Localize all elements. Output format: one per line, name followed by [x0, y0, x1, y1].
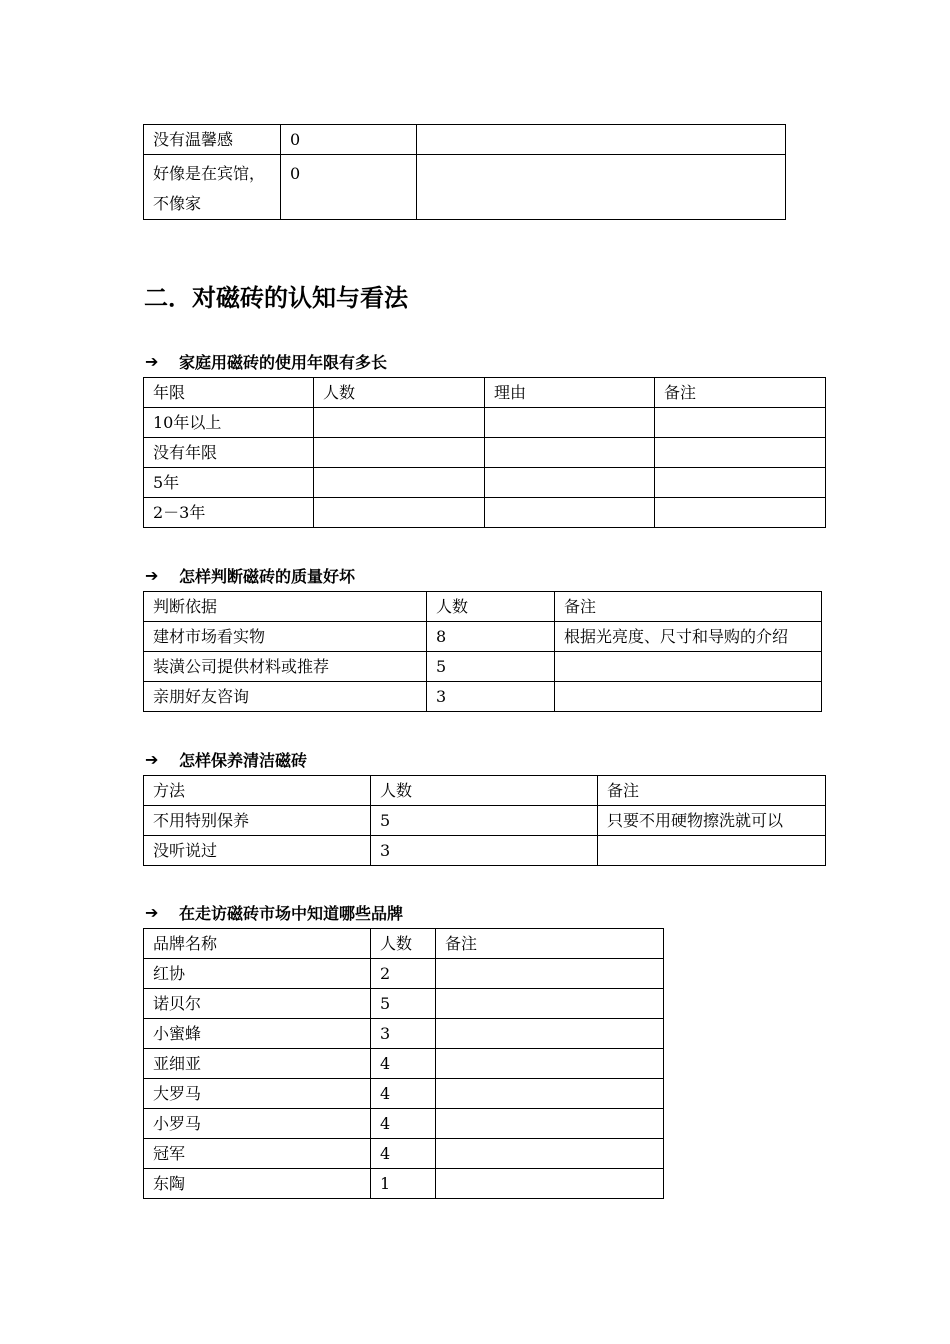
column-header: 人数 — [314, 378, 485, 408]
table-cell: 不用特别保养 — [144, 806, 371, 836]
arrow-icon: ➔ — [145, 566, 159, 585]
table-row — [144, 1049, 664, 1079]
table-cell: 5 — [371, 806, 598, 836]
table-cell: 3 — [371, 1019, 436, 1049]
table-row — [144, 959, 664, 989]
table-cell: 冠军 — [144, 1139, 371, 1169]
table-cell: 4 — [371, 1049, 436, 1079]
table-cell — [485, 468, 655, 498]
table-row — [144, 652, 822, 682]
column-header: 备注 — [598, 776, 826, 806]
table-cell: 小蜜蜂 — [144, 1019, 371, 1049]
question-heading — [145, 748, 307, 771]
brands-table — [143, 928, 664, 1199]
table-row — [144, 498, 826, 528]
table-cell — [655, 408, 826, 438]
table-cell — [655, 468, 826, 498]
arrow-icon: ➔ — [145, 903, 159, 922]
table-cell — [314, 408, 485, 438]
table-cell — [436, 989, 664, 1019]
table-cell: 没听说过 — [144, 836, 371, 866]
table-row — [144, 836, 826, 866]
table-cell: 只要不用硬物擦洗就可以 — [598, 806, 826, 836]
table-cell: 小罗马 — [144, 1109, 371, 1139]
table-cell — [485, 408, 655, 438]
column-header: 判断依据 — [144, 592, 427, 622]
table-cell: 0 — [281, 155, 417, 220]
table-row — [144, 468, 826, 498]
column-header: 备注 — [436, 929, 664, 959]
table-cell: 1 — [371, 1169, 436, 1199]
table-cell: 没有年限 — [144, 438, 314, 468]
table-row — [144, 1109, 664, 1139]
column-header: 人数 — [427, 592, 555, 622]
table-cell: 诺贝尔 — [144, 989, 371, 1019]
table-cell: 2 — [371, 959, 436, 989]
table-cell: 3 — [427, 682, 555, 712]
table-row — [144, 438, 826, 468]
table-row — [144, 989, 664, 1019]
table-cell: 4 — [371, 1139, 436, 1169]
table-row — [144, 1079, 664, 1109]
table-cell: 大罗马 — [144, 1079, 371, 1109]
table-cell: 亲朋好友咨询 — [144, 682, 427, 712]
table-cell: 4 — [371, 1079, 436, 1109]
table-cell — [485, 498, 655, 528]
table-cell: 5 — [427, 652, 555, 682]
column-header: 年限 — [144, 378, 314, 408]
table-cell: 4 — [371, 1109, 436, 1139]
table-cell: 0 — [281, 125, 417, 155]
table-row — [144, 1169, 664, 1199]
table-row — [144, 682, 822, 712]
column-header: 人数 — [371, 929, 436, 959]
maintenance-table — [143, 775, 826, 866]
table-cell — [485, 438, 655, 468]
table-row — [144, 622, 822, 652]
table-cell: 10年以上 — [144, 408, 314, 438]
table-row — [144, 155, 786, 220]
table-cell: 根据光亮度、尺寸和导购的介绍 — [555, 622, 822, 652]
table-cell — [555, 682, 822, 712]
question-title: 家庭用磁砖的使用年限有多长 — [179, 353, 388, 372]
table-cell: 8 — [427, 622, 555, 652]
table-cell: 亚细亚 — [144, 1049, 371, 1079]
table-cell — [598, 836, 826, 866]
question-title: 怎样保养清洁磁砖 — [179, 751, 308, 770]
table-cell — [436, 1019, 664, 1049]
question-heading — [145, 901, 403, 924]
table-cell — [436, 1049, 664, 1079]
table-cell — [555, 652, 822, 682]
arrow-icon: ➔ — [145, 352, 159, 371]
table-cell: 没有温馨感 — [144, 125, 281, 155]
table-cell — [417, 155, 786, 220]
table-header-row — [144, 378, 826, 408]
table-cell: 建材市场看实物 — [144, 622, 427, 652]
question-heading — [145, 564, 355, 587]
table-row — [144, 1019, 664, 1049]
arrow-icon: ➔ — [145, 750, 159, 769]
table-cell: 东陶 — [144, 1169, 371, 1199]
question-heading — [145, 350, 387, 373]
table-row — [144, 806, 826, 836]
table-cell: 好像是在宾馆，不像家 — [144, 155, 281, 220]
column-header: 人数 — [371, 776, 598, 806]
lifespan-table — [143, 377, 826, 528]
table-cell — [417, 125, 786, 155]
table-cell — [314, 468, 485, 498]
table-cell — [314, 438, 485, 468]
table-cell: 装潢公司提供材料或推荐 — [144, 652, 427, 682]
table-header-row — [144, 929, 664, 959]
column-header: 品牌名称 — [144, 929, 371, 959]
table-cell — [655, 438, 826, 468]
table-header-row — [144, 592, 822, 622]
table-row — [144, 1139, 664, 1169]
table-cell — [436, 959, 664, 989]
question-title: 怎样判断磁砖的质量好坏 — [179, 567, 356, 586]
table-cell — [655, 498, 826, 528]
table-cell: 2－3年 — [144, 498, 314, 528]
table-row — [144, 408, 826, 438]
table-cell: 5年 — [144, 468, 314, 498]
table-cell — [436, 1139, 664, 1169]
column-header: 备注 — [555, 592, 822, 622]
question-title: 在走访磁砖市场中知道哪些品牌 — [179, 904, 404, 923]
table-header-row — [144, 776, 826, 806]
table-cell: 红协 — [144, 959, 371, 989]
top-table — [143, 124, 786, 220]
table-cell — [436, 1079, 664, 1109]
table-cell — [436, 1109, 664, 1139]
column-header: 理由 — [485, 378, 655, 408]
column-header: 方法 — [144, 776, 371, 806]
table-cell — [314, 498, 485, 528]
quality-table — [143, 591, 822, 712]
table-cell: 5 — [371, 989, 436, 1019]
table-cell — [436, 1169, 664, 1199]
table-row — [144, 125, 786, 155]
section-title: 二．对磁砖的认知与看法 — [144, 284, 408, 312]
column-header: 备注 — [655, 378, 826, 408]
table-cell: 3 — [371, 836, 598, 866]
